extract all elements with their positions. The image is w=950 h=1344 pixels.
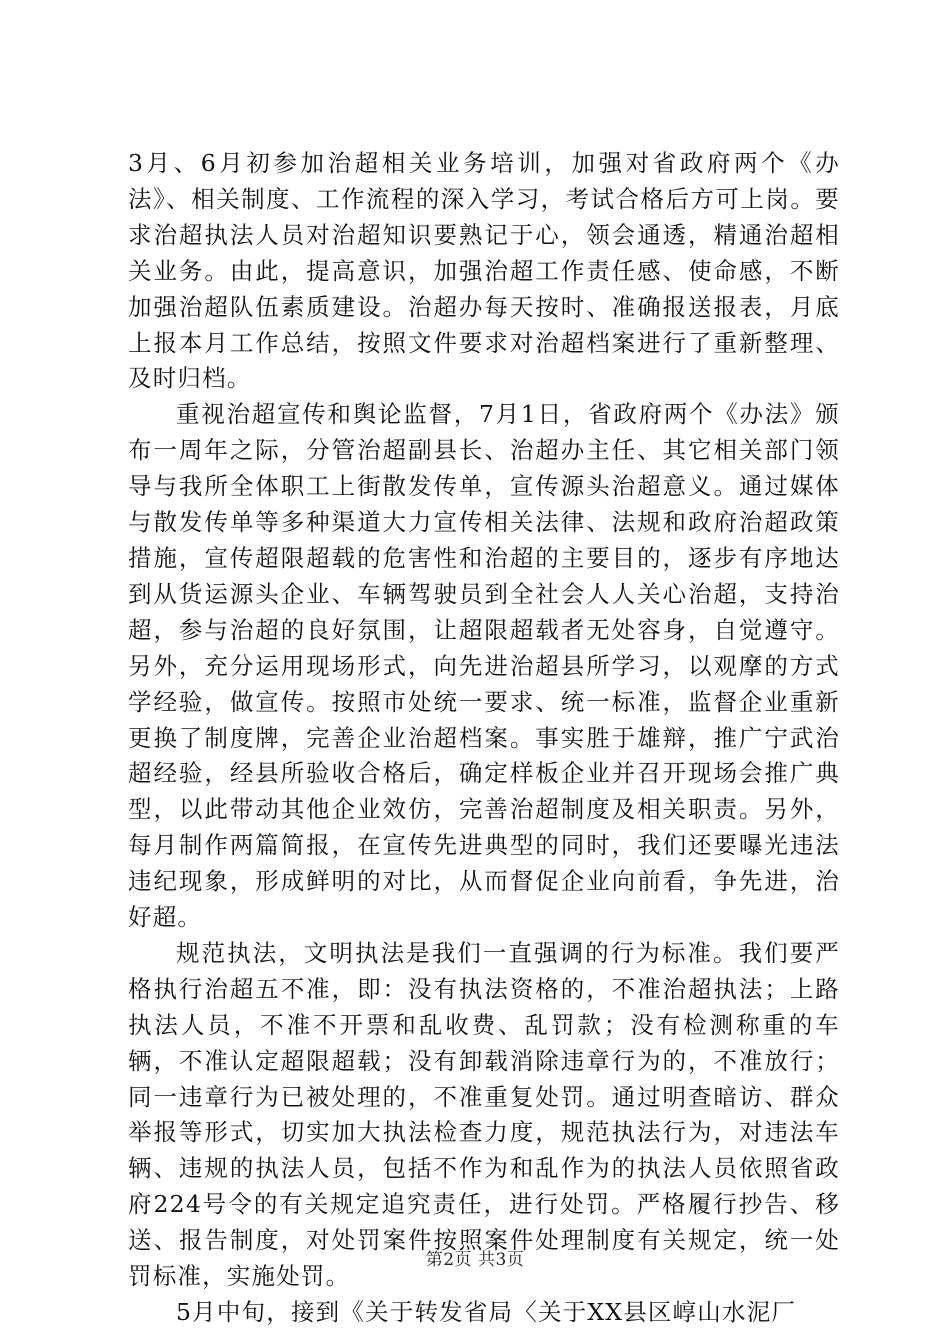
paragraph-enforcement: 规范执法，文明执法是我们一直强调的行为标准。我们要严格执行治超五不准，即：没有执法资格的，不准治超执法；上路执法人员，不准不开票和乱收费、乱罚款；没有检测称重的车辆，不准认定超限超载；没有卸载消除违章行为的，不准放行；同一违章行为已被处理的，不准重复处罚。通过明查暗访、群众举报等形式，切实加大执法检查力度，规范执法行为，对违法车辆、违规的执法人员，包括不作为和乱作为的执法人员依照省政府224号令的有关规定追究责任，进行处罚。严格履行抄告、移送、报告制度，对处罚案件按照案件处理制度有关规定，统一处罚标准，实施处罚。 <box>128 938 840 1291</box>
paragraph-publicity: 重视治超宣传和舆论监督，7月1日，省政府两个《办法》颁布一周年之际，分管治超副县长、治超办主任、其它相关部门领导与我所全体职工上街散发传单，宣传源头治超意义。通过媒体与散发传单等多种渠道大力宣传相关法律、法规和政府治超政策措施，宣传超限超载的危害性和治超的主要目的，逐步有序地达到从货运源头企业、车辆驾驶员到全社会人人关心治超，支持治超，参与治超的良好氛围，让超限超载者无处容身，自觉遵守。另外，充分运用现场形式，向先进治超县所学习，以观摩的方式学经验，做宣传。按照市处统一要求、统一标准，监督企业重新更换了制度牌，完善企业治超档案。事实胜于雄辩，推广宁武治超经验，经县所验收合格后，确定样板企业并召开现场会推广典型，以此带动其他企业效仿，完善治超制度及相关职责。另外，每月制作两篇简报，在宣传先进典型的同时，我们还要曝光违法违纪现象，形成鲜明的对比，从而督促企业向前看，争先进，治好超。 <box>128 400 840 932</box>
paragraph-training: 3月、6月初参加治超相关业务培训，加强对省政府两个《办法》、相关制度、工作流程的深入学习，考试合格后方可上岗。要求治超执法人员对治超知识要熟记于心，领会通透，精通治超相关业务。由此，提高意识，加强治超工作责任感、使命感，不断加强治超队伍素质建设。治超办每天按时、准确报送报表，月底上报本月工作总结，按照文件要求对治超档案进行了重新整理、及时归档。 <box>128 149 840 393</box>
paragraph-may-notice: 5月中旬，接到《关于转发省局〈关于XX县区崞山水泥厂 <box>176 1298 797 1326</box>
page-footer: 第2页 共3页 <box>425 1250 525 1270</box>
document-body <box>128 146 840 1331</box>
